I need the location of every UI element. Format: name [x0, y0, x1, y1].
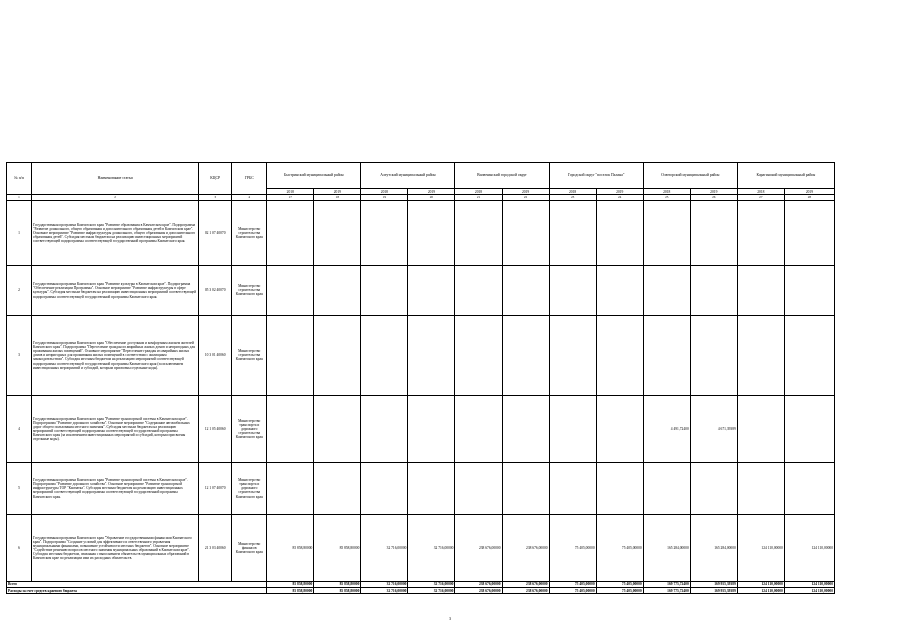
row-kcsr: 10 3 01 40060 [199, 315, 232, 395]
column-index: 22 [502, 195, 549, 201]
year-cell: 2018 [361, 189, 408, 195]
row-grbs: Министерство транспорта и дорожного строительства Камчатского края [232, 395, 267, 462]
row-kcsr: 02 1 07 40070 [199, 200, 232, 265]
value-cell [737, 395, 784, 462]
value-cell [361, 395, 408, 462]
value-cell [784, 265, 834, 315]
value-cell [502, 200, 549, 265]
value-cell [361, 315, 408, 395]
total-value: 32 716,00000 [361, 588, 408, 594]
total-value: 32 716,00000 [408, 588, 455, 594]
year-cell: 2018 [455, 189, 502, 195]
value-cell [643, 265, 690, 315]
value-cell: 4 671,39389 [690, 395, 737, 462]
value-cell [690, 200, 737, 265]
value-cell [267, 265, 314, 315]
row-kcsr: 21 3 03 40060 [199, 514, 232, 581]
column-index: 25 [643, 195, 690, 201]
value-cell [267, 395, 314, 462]
total-value: 75 405,00000 [596, 588, 643, 594]
year-cell: 2019 [502, 189, 549, 195]
value-cell [643, 200, 690, 265]
value-cell [549, 315, 596, 395]
value-cell [408, 395, 455, 462]
total-label: Расходы за счет средств краевого бюджета [7, 588, 267, 594]
row-name: Государственная программа Камчатского края "Развитие образования в Камчатском крае". Подпрограмма "Развитие дошкольного, общего образования и дополнительного образования детей в Камчатском крае". Основное мероприятие "Развитие инфраструктуры дошкольного, общего образования и дополнительного образования детей". Субсидия местным бюджетам на реализацию инвестиционных мероприятий соответствующей подпрограммы соответствующей государственной программы Камчатского края. [32, 200, 199, 265]
total-value: 85 858,80000 [267, 581, 314, 587]
total-value: 238 676,00000 [502, 588, 549, 594]
row-number: 4 [7, 395, 32, 462]
year-cell: 2018 [549, 189, 596, 195]
value-cell [737, 200, 784, 265]
column-index: 3 [199, 195, 232, 201]
header-kcsr: КЦСР [199, 163, 232, 195]
year-cell: 2019 [690, 189, 737, 195]
value-cell: 124 110,00000 [737, 514, 784, 581]
value-cell [549, 265, 596, 315]
table-row [7, 315, 835, 395]
value-cell [690, 265, 737, 315]
value-cell [643, 462, 690, 514]
value-cell [737, 462, 784, 514]
value-cell [408, 462, 455, 514]
column-index: 24 [596, 195, 643, 201]
total-value: 75 405,00000 [549, 588, 596, 594]
header-region: Олюторский муниципальный район [643, 163, 737, 189]
year-cell: 2019 [596, 189, 643, 195]
value-cell: 32 716,00000 [361, 514, 408, 581]
table-row [7, 514, 835, 581]
value-cell [361, 200, 408, 265]
table-row [7, 265, 835, 315]
value-cell [455, 462, 502, 514]
total-value: 124 110,00000 [737, 581, 784, 587]
row-name: Государственная программа Камчатского края "Развитие транспортной системы в Камчатском крае". Подпрограмма "Развитие дорожного хозяйства". Основное мероприятие "Развитие транспортной инфраструктуры ТОР "Камчатка". Субсидия местным бюджетам на реализацию инвестиционных мероприятий соответствующей подпрограммы соответствующей государственной программы Камчатского края. [32, 462, 199, 514]
value-cell [596, 462, 643, 514]
value-cell [314, 395, 361, 462]
header-region: Карагинский муниципальный район [737, 163, 834, 189]
value-cell: 165 284,00000 [643, 514, 690, 581]
value-cell [596, 395, 643, 462]
value-cell [314, 200, 361, 265]
value-cell [784, 395, 834, 462]
total-value: 238 676,00000 [455, 588, 502, 594]
total-label: Всего [7, 581, 267, 587]
value-cell [549, 395, 596, 462]
header-name: Наименование статьи [32, 163, 199, 195]
value-cell [502, 395, 549, 462]
row-kcsr: 12 1 07 40070 [199, 462, 232, 514]
total-value: 124 110,00000 [784, 581, 834, 587]
year-cell: 2018 [643, 189, 690, 195]
row-number: 3 [7, 315, 32, 395]
value-cell: 238 676,00000 [455, 514, 502, 581]
value-cell [267, 200, 314, 265]
value-cell [455, 200, 502, 265]
value-cell [596, 200, 643, 265]
budget-table [6, 162, 835, 594]
value-cell: 238 676,00000 [502, 514, 549, 581]
value-cell [361, 462, 408, 514]
total-value: 85 858,80000 [314, 581, 361, 587]
header-no: № п/п [7, 163, 32, 195]
value-cell [502, 315, 549, 395]
value-cell [737, 315, 784, 395]
header-grbs: ГРБС [232, 163, 267, 195]
value-cell [314, 315, 361, 395]
value-cell: 85 858,80000 [267, 514, 314, 581]
row-name: Государственная программа Камчатского края "Обеспечение доступным и комфортным жильем жителей Камчатского края". Подпрограмма "Переселение граждан из аварийных жилых домов и непригодных для проживания жилых помещений". Основное мероприятие "Переселение граждан из аварийных жилых домов и непригодных для проживания жилых помещений в соответствии с жилищным законодательством". Субсидия местным бюджетам на реализацию мероприятий соответствующей подпрограммы соответствующей государственной программы Камчатского края (за исключением инвестиционных мероприятий и субсидий, которым присвоены отдельные коды). [32, 315, 199, 395]
value-cell [314, 462, 361, 514]
column-index: 27 [737, 195, 784, 201]
row-number: 2 [7, 265, 32, 315]
total-value: 169 775,72400 [643, 581, 690, 587]
year-cell: 2019 [408, 189, 455, 195]
column-index: 18 [314, 195, 361, 201]
value-cell [784, 315, 834, 395]
total-value: 124 110,00000 [737, 588, 784, 594]
value-cell [455, 395, 502, 462]
column-index: 20 [408, 195, 455, 201]
value-cell [408, 315, 455, 395]
year-cell: 2019 [314, 189, 361, 195]
row-grbs: Министерство строительства Камчатского края [232, 265, 267, 315]
row-grbs: Министерство строительства Камчатского края [232, 315, 267, 395]
column-index: 17 [267, 195, 314, 201]
value-cell [596, 265, 643, 315]
header-region: Вилючинский городской округ [455, 163, 549, 189]
row-grbs: Министерство строительства Камчатского края [232, 200, 267, 265]
row-name: Государственная программа Камчатского края "Развитие транспортной системы в Камчатском крае". Подпрограмма "Развитие дорожного хозяйства". Основное мероприятие "Содержание автомобильных дорог общего пользования местного значения". Субсидия местным бюджетам на реализацию мероприятий соответствующей подпрограммы соответствующей государственной программы Камчатского края (за исключением инвестиционных мероприятий и субсидий, которым присвоены отдельные коды). [32, 395, 199, 462]
header-region: Городской округ "поселок Палана" [549, 163, 643, 189]
total-value: 85 858,80000 [314, 588, 361, 594]
column-index: 4 [232, 195, 267, 201]
table-row [7, 395, 835, 462]
total-value: 169 775,72400 [643, 588, 690, 594]
value-cell: 165 284,00000 [690, 514, 737, 581]
value-cell [361, 265, 408, 315]
total-row [7, 588, 835, 594]
value-cell [549, 200, 596, 265]
value-cell [267, 315, 314, 395]
total-value: 169 955,39389 [690, 581, 737, 587]
value-cell: 32 716,00000 [408, 514, 455, 581]
value-cell [784, 462, 834, 514]
total-value: 75 405,00000 [596, 581, 643, 587]
row-kcsr: 05 3 02 40070 [199, 265, 232, 315]
header-region: Быстринский муниципальный район [267, 163, 361, 189]
row-number: 6 [7, 514, 32, 581]
page-number: 3 [449, 616, 451, 621]
value-cell [502, 462, 549, 514]
total-value: 238 676,00000 [502, 581, 549, 587]
value-cell [455, 265, 502, 315]
value-cell [314, 265, 361, 315]
value-cell [549, 462, 596, 514]
table-row [7, 200, 835, 265]
row-name: Государственная программа Камчатского края "Развитие культуры в Камчатском крае". Подпрограмма "Обеспечение реализации Программы". Основное мероприятие "Развитие инфраструктуры в сфере культуры". Субсидия местным бюджетам на реализацию инвестиционных мероприятий соответствующей подпрограммы соответствующей государственной программы Камчатского края. [32, 265, 199, 315]
value-cell [690, 462, 737, 514]
year-cell: 2018 [267, 189, 314, 195]
value-cell [596, 315, 643, 395]
total-value: 169 955,39389 [690, 588, 737, 594]
column-index: 21 [455, 195, 502, 201]
value-cell [643, 315, 690, 395]
column-index: 26 [690, 195, 737, 201]
value-cell: 85 858,80000 [314, 514, 361, 581]
column-index: 23 [549, 195, 596, 201]
value-cell [455, 315, 502, 395]
total-value: 85 858,80000 [267, 588, 314, 594]
total-value: 124 110,00000 [784, 588, 834, 594]
row-kcsr: 12 1 05 40060 [199, 395, 232, 462]
value-cell: 75 405,00000 [549, 514, 596, 581]
value-cell [502, 265, 549, 315]
value-cell [690, 315, 737, 395]
column-index: 28 [784, 195, 834, 201]
value-cell: 75 405,00000 [596, 514, 643, 581]
row-name: Государственная программа Камчатского края "Управление государственными финансами Камчатского края". Подпрограмма "Создание условий для эффективного и ответственного управления муниципальными финансами, повышение устойчивости местных бюджетов". Основное мероприятие "Содействие решению вопросов местного значения муниципальных образований в Камчатском крае". Субсидия местным бюджетам, связанная с выполнением обязательств муниципальных образований в Камчатском крае по реализации ими их расходных обязательств. [32, 514, 199, 581]
total-value: 238 676,00000 [455, 581, 502, 587]
value-cell [408, 200, 455, 265]
column-index: 2 [32, 195, 199, 201]
value-cell [784, 200, 834, 265]
value-cell: 124 110,00000 [784, 514, 834, 581]
year-cell: 2019 [784, 189, 834, 195]
column-index: 1 [7, 195, 32, 201]
value-cell [737, 265, 784, 315]
value-cell [408, 265, 455, 315]
year-cell: 2018 [737, 189, 784, 195]
value-cell [267, 462, 314, 514]
row-number: 5 [7, 462, 32, 514]
table-row [7, 462, 835, 514]
row-grbs: Министерство финансов Камчатского края [232, 514, 267, 581]
total-value: 32 716,00000 [408, 581, 455, 587]
row-grbs: Министерство транспорта и дорожного строительства Камчатского края [232, 462, 267, 514]
total-value: 75 405,00000 [549, 581, 596, 587]
value-cell: 4 491,72400 [643, 395, 690, 462]
row-number: 1 [7, 200, 32, 265]
header-region: Алеутский муниципальный район [361, 163, 455, 189]
column-index: 19 [361, 195, 408, 201]
total-value: 32 716,00000 [361, 581, 408, 587]
